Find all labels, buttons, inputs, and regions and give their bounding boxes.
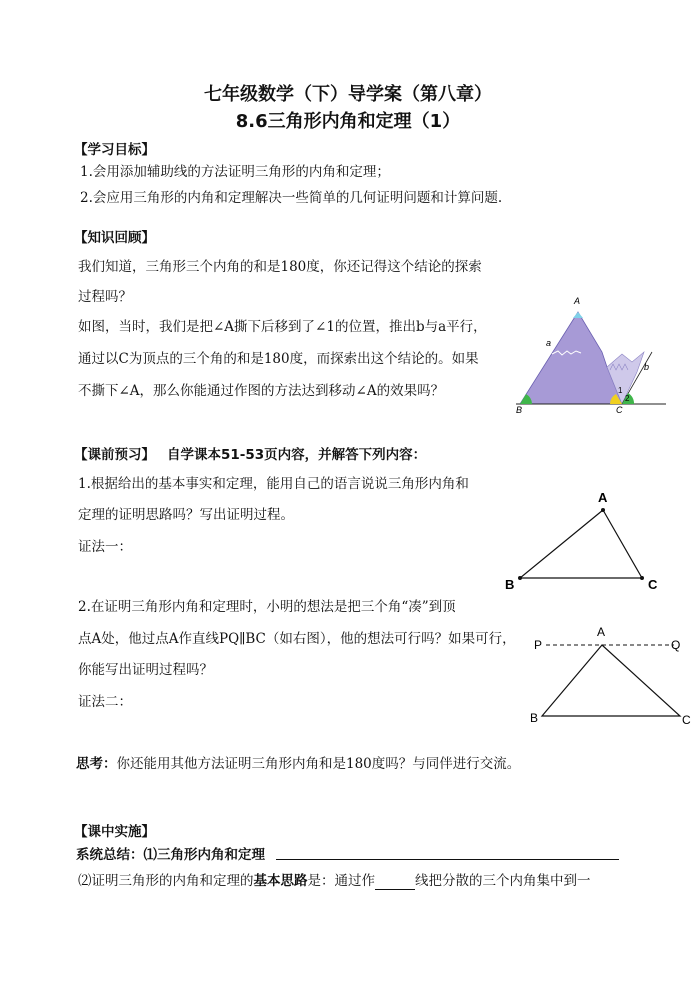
figure-label: b: [644, 362, 650, 372]
review-line: 过程吗？: [78, 289, 132, 305]
review-line: 我们知道，三角形三个内角的和是180度，你还记得这个结论的探索: [78, 259, 482, 275]
figure-label: C: [648, 577, 658, 592]
torn-triangle-figure: [512, 292, 670, 414]
summary-line: [76, 846, 265, 864]
section-heading-preview: [74, 443, 426, 463]
figure-label: B: [516, 405, 523, 414]
question-2-line: 2.在证明三角形内角和定理时，小明的想法是把三个角“凑”到顶: [78, 599, 456, 615]
fill-in-blank[interactable]: [375, 875, 415, 890]
proof-1-label: 证法一：: [78, 539, 132, 555]
figure-label: A: [597, 625, 606, 639]
proof-2-label: 证法二：: [78, 694, 132, 710]
summary-underline: [276, 859, 619, 860]
question-2-line: 你能写出证明过程吗？: [78, 662, 213, 678]
figure-label: C: [682, 713, 691, 727]
page-subtitle: 8.6三角形内角和定理（1）: [235, 111, 461, 132]
figure-label: 2: [625, 394, 630, 403]
triangle-abc-figure: [500, 488, 670, 594]
line2-bold: 基本思路: [253, 873, 308, 889]
figure-label: A: [574, 296, 581, 306]
figure-label: B: [505, 577, 515, 592]
review-line: 不撕下∠A，那么你能通过作图的方法达到移动∠A的效果吗？: [78, 383, 445, 399]
review-line: 如图，当时，我们是把∠A撕下后移到了∠1的位置，推出b与a平行，: [78, 319, 487, 335]
figure-label: A: [598, 490, 608, 505]
question-2-line: 点A处，他过点A作直线PQ∥BC（如右图），他的想法可行吗？如果可行，: [78, 631, 516, 647]
think-line: [76, 755, 520, 773]
page-title: 七年级数学（下）导学案（第八章）: [204, 84, 492, 105]
parallel-line-figure: [528, 618, 694, 730]
figure-label: P: [534, 638, 543, 652]
summary-line-2: [78, 872, 591, 890]
line2-mid: 是：通过作: [307, 873, 375, 889]
preview-heading: 【课前预习】: [74, 447, 155, 463]
summary-item: ⑴三角形内角和定理: [143, 847, 265, 863]
preview-instruction: 自学课本51-53页内容，并解答下列内容：: [167, 447, 427, 463]
section-heading-review: 【知识回顾】: [74, 230, 155, 246]
line2-pre: ⑵证明三角形的内角和定理的: [78, 873, 254, 889]
question-1-line: 1.根据给出的基本事实和定理，能用自己的语言说说三角形内角和: [78, 476, 469, 492]
goal-item: 2.会应用三角形的内角和定理解决一些简单的几何证明问题和计算问题.: [80, 190, 503, 206]
think-text: 你还能用其他方法证明三角形内角和是180度吗？与同伴进行交流。: [116, 756, 521, 772]
goal-item: 1.会用添加辅助线的方法证明三角形的内角和定理；: [80, 164, 390, 180]
figure-label: Q: [671, 638, 681, 652]
figure-label: 1: [618, 386, 623, 395]
section-heading-inclass: 【课中实施】: [74, 824, 155, 840]
question-1-line: 定理的证明思路吗？写出证明过程。: [78, 507, 294, 523]
figure-label: a: [546, 338, 552, 348]
section-heading-goals: 【学习目标】: [74, 142, 155, 158]
review-line: 通过以C为顶点的三个角的和是180度，而探索出这个结论的。如果: [78, 351, 479, 367]
figure-label: C: [616, 405, 623, 414]
think-label: 思考：: [76, 756, 117, 772]
figure-label: B: [530, 711, 539, 725]
line2-post: 线把分散的三个内角集中到一: [415, 873, 591, 889]
summary-label: 系统总结：: [76, 847, 144, 863]
